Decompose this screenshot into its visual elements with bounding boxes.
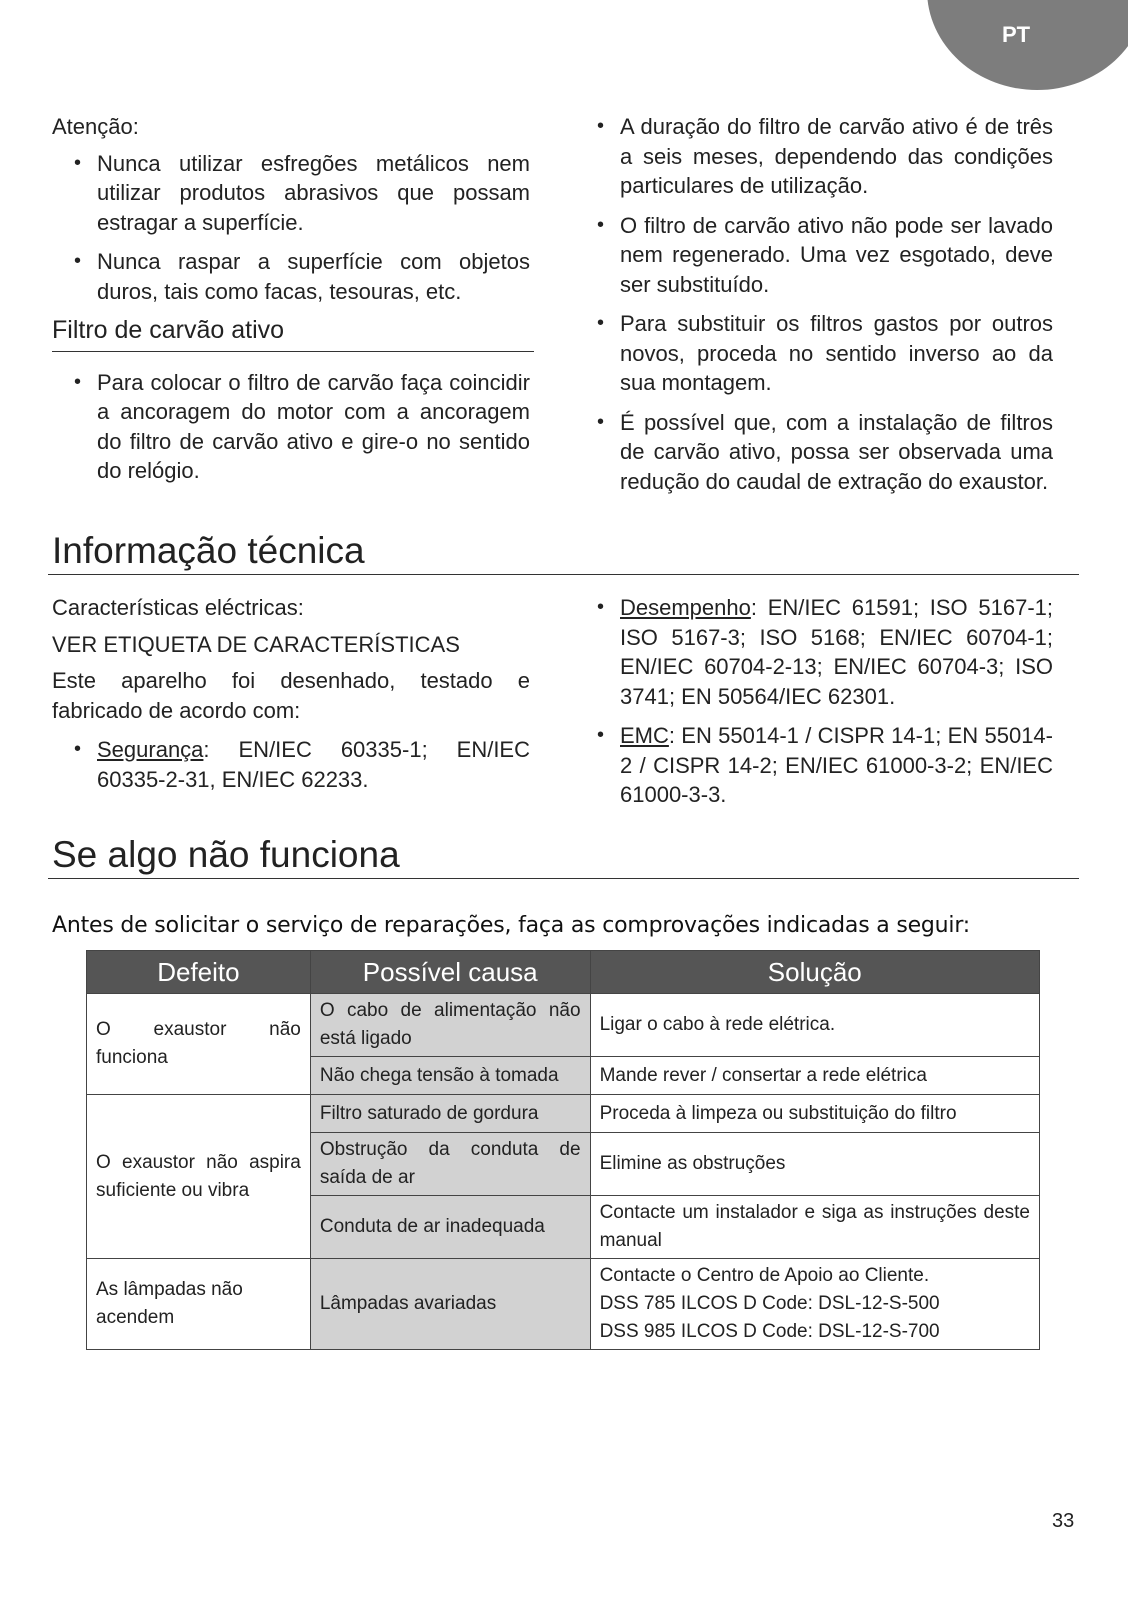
solution-cell: Mande rever / consertar a rede elétrica bbox=[590, 1057, 1039, 1095]
solution-cell bbox=[590, 1259, 1039, 1350]
filter-note: • A duração do filtro de carvão ativo é de três a seis meses, dependendo das condições particulares de utilização. bbox=[597, 112, 1053, 201]
attention-item: • Nunca utilizar esfregões metálicos nem utilizar produtos abrasivos que possam estragar a superfície. bbox=[52, 149, 530, 238]
solution-cell: Elimine as obstruções bbox=[590, 1133, 1039, 1196]
table-header-row bbox=[87, 951, 1040, 994]
cause-cell: Conduta de ar inadequada bbox=[310, 1196, 590, 1259]
defect-cell: O exaustor não aspira suficiente ou vibra bbox=[87, 1095, 311, 1259]
header-defect: Defeito bbox=[87, 951, 311, 994]
cause-cell: O cabo de alimentação não está ligado bbox=[310, 994, 590, 1057]
label-reference: VER ETIQUETA DE CARACTERÍSTICAS bbox=[52, 631, 460, 657]
safety-standards: : EN/IEC 60335-1; EN/IEC 60335-2-31, EN/IEC 62233. bbox=[97, 737, 530, 792]
header-solution: Solução bbox=[590, 951, 1039, 994]
emc-term: EMC bbox=[620, 723, 669, 748]
filter-note: • O filtro de carvão ativo não pode ser lavado nem regenerado. Uma vez esgotado, deve ser substituído. bbox=[597, 211, 1053, 300]
emc-item bbox=[597, 721, 1053, 810]
standards-list bbox=[597, 593, 1053, 810]
tech-info-heading: Informação técnica bbox=[52, 530, 365, 571]
attention-list bbox=[52, 149, 530, 307]
compliance-intro: Este aparelho foi desenhado, testado e fabricado de acordo com: bbox=[52, 668, 530, 723]
lamp-solution-line: Contacte o Centro de Apoio ao Cliente. bbox=[599, 1265, 930, 1286]
lamp-solution-line: DSS 985 ILCOS D Code: DSL-12-S-700 bbox=[599, 1321, 940, 1342]
filter-list bbox=[52, 368, 530, 486]
tech-info-rule bbox=[48, 574, 1079, 575]
defect-cell: As lâmpadas não acendem bbox=[87, 1259, 311, 1350]
safety-term: Segurança bbox=[97, 737, 204, 762]
table-row bbox=[87, 1259, 1040, 1350]
filter-note: • Para substituir os filtros gastos por outros novos, proceda no sentido inverso ao da sua montagem. bbox=[597, 309, 1053, 398]
tech-right-column bbox=[597, 593, 1053, 820]
attention-title: Atenção: bbox=[52, 114, 139, 139]
safety-list bbox=[52, 735, 530, 794]
table-row bbox=[87, 1095, 1040, 1133]
defect-cell: O exaustor não funciona bbox=[87, 994, 311, 1095]
cause-cell: Obstrução da conduta de saída de ar bbox=[310, 1133, 590, 1196]
solution-cell: Proceda à limpeza ou substituição do filtro bbox=[590, 1095, 1039, 1133]
safety-item bbox=[52, 735, 530, 794]
troubleshooting-rule bbox=[48, 878, 1079, 879]
troubleshooting-heading: Se algo não funciona bbox=[52, 834, 400, 875]
filter-notes-list bbox=[597, 112, 1053, 496]
performance-term: Desempenho bbox=[620, 595, 751, 620]
troubleshooting-table bbox=[86, 950, 1040, 1350]
filter-item: • Para colocar o filtro de carvão faça coincidir a ancoragem do motor com a ancoragem do filtro de carvão ativo e gire-o no sentido do relógio. bbox=[52, 368, 530, 486]
performance-item bbox=[597, 593, 1053, 711]
cause-cell: Filtro saturado de gordura bbox=[310, 1095, 590, 1133]
cause-cell: Não chega tensão à tomada bbox=[310, 1057, 590, 1095]
right-top-column bbox=[597, 112, 1053, 506]
lamp-solution-line: DSS 785 ILCOS D Code: DSL-12-S-500 bbox=[599, 1293, 940, 1314]
cause-cell: Lâmpadas avariadas bbox=[310, 1259, 590, 1350]
left-top-column bbox=[52, 112, 530, 496]
emc-standards: : EN 55014-1 / CISPR 14-1; EN 55014-2 / CISPR 14-2; EN/IEC 61000-3-2; EN/IEC 61000-3-3. bbox=[620, 723, 1053, 807]
performance-standards: : EN/IEC 61591; ISO 5167-1; ISO 5167-3; ISO 5168; EN/IEC 60704-1; EN/IEC 60704-2-13; EN/IEC 60704-3; ISO 3741; EN 50564/IEC 62301. bbox=[620, 595, 1053, 709]
table-row bbox=[87, 994, 1040, 1057]
solution-cell: Ligar o cabo à rede elétrica. bbox=[590, 994, 1039, 1057]
filter-heading: Filtro de carvão ativo bbox=[52, 316, 534, 352]
filter-note: • É possível que, com a instalação de filtros de carvão ativo, possa ser observada uma redução do caudal de extração do exaustor. bbox=[597, 408, 1053, 497]
attention-item: • Nunca raspar a superfície com objetos duros, tais como facas, tesouras, etc. bbox=[52, 247, 530, 306]
page-number: 33 bbox=[1052, 1510, 1075, 1532]
solution-cell: Contacte um instalador e siga as instruções deste manual bbox=[590, 1196, 1039, 1259]
electrical-label: Características eléctricas: bbox=[52, 595, 304, 620]
header-cause: Possível causa bbox=[310, 951, 590, 994]
troubleshooting-intro: Antes de solicitar o serviço de reparações, faça as comprovações indicadas a seguir: bbox=[52, 913, 971, 938]
tech-left-column bbox=[52, 593, 530, 804]
language-badge: PT bbox=[1002, 22, 1031, 47]
